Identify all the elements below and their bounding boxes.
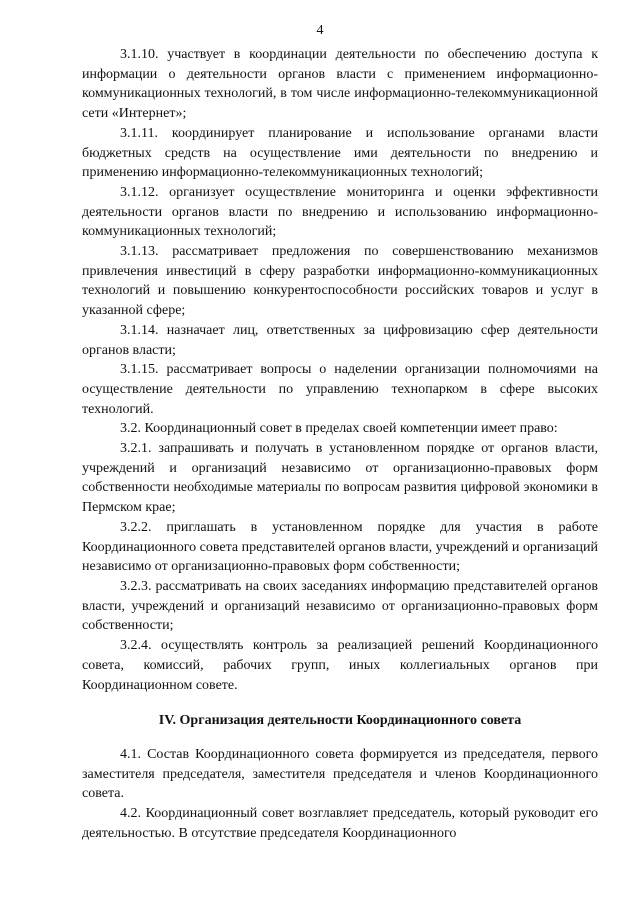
paragraph-3-1-13: 3.1.13. рассматривает предложения по совершенствованию механизмов привлечения инвестиций в сферу разработки информационно-коммуникационных технологий и повышению конкурентоспособности российских товаров и услуг в указанной сфере; bbox=[82, 244, 598, 319]
paragraph-3-2-4: 3.2.4. осуществлять контроль за реализацией решений Координационного совета, комиссий, рабочих групп, иных коллегиальных органов при Координационном совете. bbox=[82, 638, 598, 693]
paragraph-4-2: 4.2. Координационный совет возглавляет председатель, который руководит его деятельностью. В отсутствие председателя Координационного bbox=[82, 806, 598, 841]
page-number: 4 bbox=[316, 23, 324, 38]
paragraph-3-1-14: 3.1.14. назначает лиц, ответственных за цифровизацию сфер деятельности органов власти; bbox=[82, 322, 598, 358]
paragraph-3-2: 3.2. Координационный совет в пределах своей компетенции имеет право: bbox=[120, 421, 558, 437]
paragraph-3-1-10: 3.1.10. участвует в координации деятельности по обеспечению доступа к информации о деятельности органов власти с применением информационно-коммуникационных технологий, в том числе информационно-телекоммуникационной сети «Интернет»; bbox=[82, 47, 598, 122]
paragraph-3-1-15: 3.1.15. рассматривает вопросы о наделении организации полномочиями на осуществление деятельности по управлению технопарком в сфере высоких технологий. bbox=[82, 362, 598, 417]
paragraph-3-1-12: 3.1.12. организует осуществление мониторинга и оценки эффективности деятельности органов власти по внедрению и использованию информационно-коммуникационных технологий; bbox=[82, 184, 598, 240]
paragraph-3-1-11: 3.1.11. координирует планирование и использование органами власти бюджетных средств на осуществление ими деятельности по внедрению и применению информационно-телекоммуникационных технологий; bbox=[82, 125, 598, 181]
section-heading: IV. Организация деятельности Координационного совета bbox=[158, 713, 522, 729]
paragraph-3-2-2: 3.2.2. приглашать в установленном порядке для участия в работе Координационного совета представителей органов власти, учреждений и организаций независимо от организационно-правовых форм собственности; bbox=[82, 519, 598, 575]
document-body bbox=[82, 45, 598, 843]
paragraph-3-2-3: 3.2.3. рассматривать на своих заседаниях информацию представителей органов власти, учреждений и организаций независимо от организационно-правовых форм собственности; bbox=[82, 578, 598, 634]
paragraph-3-2-1: 3.2.1. запрашивать и получать в установленном порядке от органов власти, учреждений и организаций независимо от организационно-правовых форм собственности необходимые материалы по вопросам развития цифровой экономики в Пермском крае; bbox=[82, 441, 598, 516]
paragraph-4-1: 4.1. Состав Координационного совета формируется из председателя, первого заместителя председателя, заместителя председателя и членов Координационного совета. bbox=[82, 746, 598, 802]
